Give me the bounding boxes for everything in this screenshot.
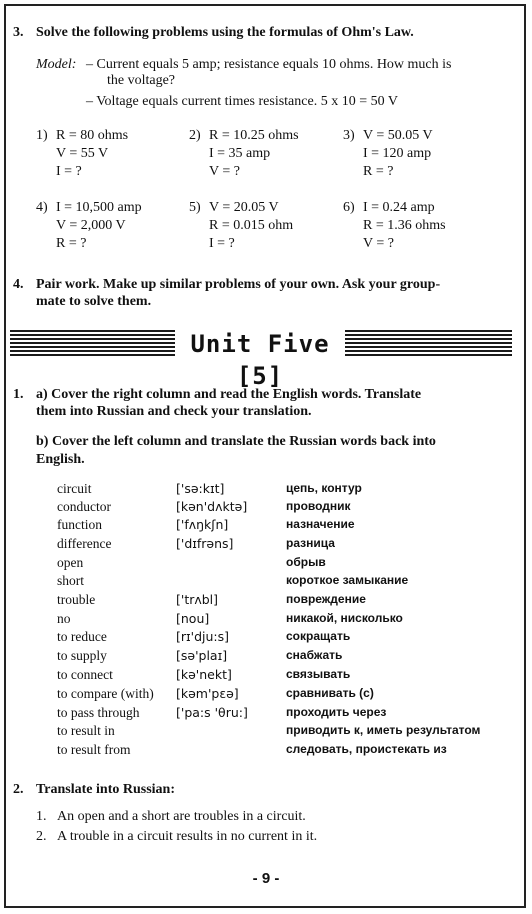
- page-number: - 9 -: [252, 870, 280, 887]
- instruction-a-line-1: a) Cover the right column and read the English words. Translate: [36, 387, 422, 402]
- vocab-transcription: ['fʌŋkʃn]: [176, 517, 229, 532]
- vocab-row: [0, 534, 532, 553]
- vocab-english: function: [57, 517, 102, 532]
- vocab-transcription: [kə'nekt]: [176, 667, 232, 682]
- vocab-transcription: ['pa:s 'θru:]: [176, 705, 248, 720]
- vocab-russian: сокращать: [286, 629, 351, 643]
- vocab-english: circuit: [57, 481, 92, 496]
- vocab-russian: снабжать: [286, 648, 343, 662]
- problem-6-number: 6): [343, 200, 355, 215]
- vocab-russian: приводить к, иметь результатом: [286, 723, 481, 737]
- vocab-transcription: [kən'dʌktə]: [176, 499, 248, 514]
- problem-3-line-2: I = 120 amp: [363, 146, 432, 161]
- vocab-russian: повреждение: [286, 592, 366, 606]
- vocab-english: trouble: [57, 592, 96, 607]
- vocab-row: [0, 497, 532, 516]
- vocab-transcription: ['sə:kɪt]: [176, 481, 225, 496]
- instruction-a-line-2: them into Russian and check your translation.: [36, 404, 312, 419]
- problem-1-line-1: R = 80 ohms: [56, 128, 129, 143]
- vocab-english: to supply: [57, 648, 107, 663]
- problem-3-line-3: R = ?: [363, 164, 394, 179]
- sentence-2-number: 2.: [36, 829, 47, 844]
- exercise-4-line-2: mate to solve them.: [36, 294, 152, 309]
- exercise-2-title: Translate into Russian:: [36, 782, 175, 797]
- unit-banner: [10, 330, 512, 390]
- vocab-row: [0, 721, 532, 740]
- problem-4-line-1: I = 10,500 amp: [56, 200, 142, 215]
- vocab-russian: разница: [286, 536, 335, 550]
- vocab-russian: проходить через: [286, 705, 387, 719]
- problem-5-line-2: R = 0.015 ohm: [209, 218, 294, 233]
- vocab-russian: назначение: [286, 517, 355, 531]
- problem-1-line-2: V = 55 V: [56, 146, 109, 161]
- vocab-english: difference: [57, 536, 112, 551]
- model-label: Model:: [36, 57, 77, 72]
- model-line-1: – Current equals 5 amp; resistance equals 10 ohms. How much is: [86, 57, 452, 72]
- vocab-russian: цепь, контур: [286, 481, 362, 495]
- problem-2-line-3: V = ?: [209, 164, 240, 179]
- sentence-2-text: A trouble in a circuit results in no current in it.: [57, 829, 318, 844]
- problem-1-line-3: I = ?: [56, 164, 82, 179]
- vocab-row: [0, 684, 532, 703]
- sentence-1-text: An open and a short are troubles in a circuit.: [57, 809, 306, 824]
- vocab-english: no: [57, 611, 71, 626]
- vocab-row: [0, 740, 532, 759]
- problem-4-line-2: V = 2,000 V: [56, 218, 126, 233]
- vocab-row: [0, 590, 532, 609]
- vocab-english: conductor: [57, 499, 111, 514]
- vocab-english: to pass through: [57, 705, 140, 720]
- problem-5-line-1: V = 20.05 V: [209, 200, 279, 215]
- vocab-russian: следовать, проистекать из: [286, 742, 447, 756]
- vocab-transcription: [nou]: [176, 611, 210, 626]
- problem-6-line-1: I = 0.24 amp: [363, 200, 435, 215]
- vocab-row: [0, 553, 532, 572]
- problem-2-line-1: R = 10.25 ohms: [209, 128, 299, 143]
- vocab-english: to result in: [57, 723, 115, 738]
- vocab-row: [0, 627, 532, 646]
- problem-6-line-3: V = ?: [363, 236, 394, 251]
- vocab-transcription: [sə'plaɪ]: [176, 648, 228, 663]
- vocab-row: [0, 609, 532, 628]
- vocab-russian: обрыв: [286, 555, 326, 569]
- vocab-row: [0, 515, 532, 534]
- vocab-english: open: [57, 555, 84, 570]
- exercise-4-line-1: Pair work. Make up similar problems of your own. Ask your group-: [36, 277, 441, 292]
- exercise-3-title: Solve the following problems using the formulas of Ohm's Law.: [36, 25, 414, 40]
- exercise-4-number: 4.: [13, 277, 24, 292]
- vocab-english: short: [57, 573, 84, 588]
- vocab-russian: связывать: [286, 667, 351, 681]
- vocab-transcription: ['dɪfrəns]: [176, 536, 234, 551]
- problem-2-number: 2): [189, 128, 201, 143]
- sentence-1-number: 1.: [36, 809, 47, 824]
- problem-5-line-3: I = ?: [209, 236, 235, 251]
- model-line-1b: the voltage?: [107, 73, 176, 88]
- vocab-russian: проводник: [286, 499, 351, 513]
- vocab-row: [0, 665, 532, 684]
- vocab-transcription: [rɪ'dju:s]: [176, 629, 230, 644]
- unit-exercise-1-number: 1.: [13, 387, 24, 402]
- instruction-b-line-1: b) Cover the left column and translate the Russian words back into: [36, 434, 436, 449]
- vocab-english: to connect: [57, 667, 113, 682]
- vocab-english: to result from: [57, 742, 131, 757]
- vocab-transcription: ['trʌbl]: [176, 592, 219, 607]
- vocab-russian: никакой, нисколько: [286, 611, 403, 625]
- vocab-russian: короткое замыкание: [286, 573, 409, 587]
- vocab-row: [0, 646, 532, 665]
- problem-4-number: 4): [36, 200, 48, 215]
- exercise-2-number: 2.: [13, 782, 24, 797]
- problem-4-line-3: R = ?: [56, 236, 87, 251]
- vocab-english: to reduce: [57, 629, 107, 644]
- unit-title: Unit Five [5]: [175, 328, 345, 360]
- exercise-3-number: 3.: [13, 25, 24, 40]
- problem-2-line-2: I = 35 amp: [209, 146, 271, 161]
- model-line-2: – Voltage equals current times resistance. 5 x 10 = 50 V: [86, 94, 398, 109]
- problem-5-number: 5): [189, 200, 201, 215]
- vocab-row: [0, 479, 532, 498]
- problem-3-line-1: V = 50.05 V: [363, 128, 433, 143]
- vocab-row: [0, 571, 532, 590]
- instruction-b-line-2: English.: [36, 452, 85, 467]
- vocab-russian: сравнивать (с): [286, 686, 374, 700]
- vocab-row: [0, 703, 532, 722]
- problem-3-number: 3): [343, 128, 355, 143]
- problem-1-number: 1): [36, 128, 48, 143]
- problem-6-line-2: R = 1.36 ohms: [363, 218, 446, 233]
- vocab-english: to compare (with): [57, 686, 154, 701]
- vocab-transcription: [kəm'pɛə]: [176, 686, 239, 701]
